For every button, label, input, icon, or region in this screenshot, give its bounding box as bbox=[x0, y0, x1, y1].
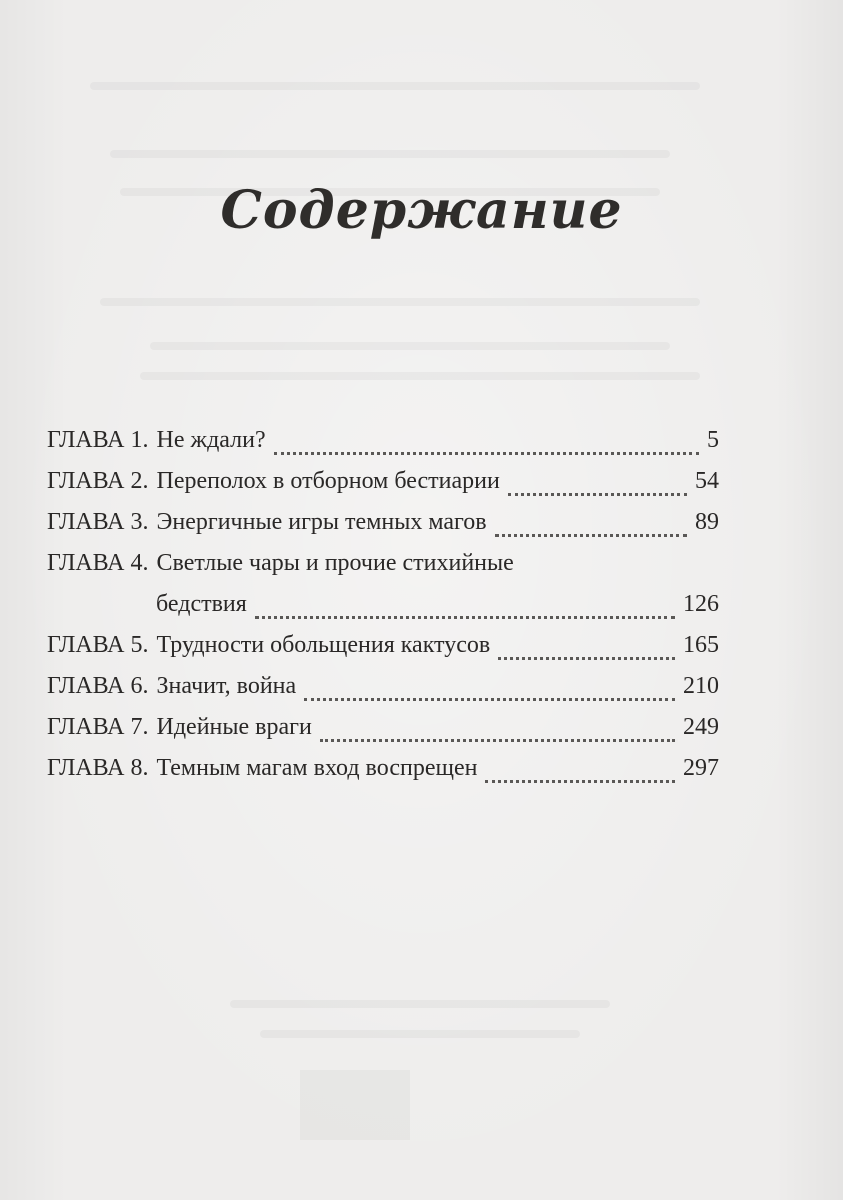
toc-chapter-number: ГЛАВА 4. bbox=[47, 550, 149, 576]
toc-page-number: 5 bbox=[707, 427, 719, 453]
toc-page-number: 297 bbox=[683, 755, 719, 781]
toc-chapter-number: ГЛАВА 2. bbox=[47, 468, 149, 494]
dot-leader bbox=[304, 698, 675, 701]
bleed-through-line bbox=[140, 372, 700, 380]
toc-chapter-number: ГЛАВА 8. bbox=[47, 755, 149, 781]
bleed-through-stamp bbox=[300, 1070, 410, 1140]
toc-entry bbox=[47, 502, 719, 543]
dot-leader bbox=[485, 780, 675, 783]
dot-leader bbox=[508, 493, 687, 496]
bleed-through-line bbox=[90, 82, 700, 90]
table-of-contents bbox=[47, 420, 719, 789]
toc-chapter-number: ГЛАВА 3. bbox=[47, 509, 149, 535]
toc-chapter-title: Трудности обольщения кактусов bbox=[156, 632, 491, 658]
dot-leader bbox=[255, 616, 675, 619]
toc-page-number: 126 bbox=[683, 591, 719, 617]
toc-page-number: 249 bbox=[683, 714, 719, 740]
toc-chapter-number: ГЛАВА 5. bbox=[47, 632, 149, 658]
toc-chapter-number: ГЛАВА 7. bbox=[47, 714, 149, 740]
toc-chapter-title: Переполох в отборном бестиарии bbox=[156, 468, 500, 494]
toc-page-number: 210 bbox=[683, 673, 719, 699]
toc-entry bbox=[47, 543, 719, 625]
toc-chapter-title: Не ждали? bbox=[156, 427, 266, 453]
bleed-through-line bbox=[230, 1000, 610, 1008]
toc-chapter-title: Значит, война bbox=[156, 673, 297, 699]
dot-leader bbox=[498, 657, 675, 660]
toc-entry bbox=[47, 625, 719, 666]
toc-page-number: 54 bbox=[695, 468, 719, 494]
bleed-through-line bbox=[150, 342, 670, 350]
toc-chapter-title: Идейные враги bbox=[156, 714, 312, 740]
bleed-through-line bbox=[260, 1030, 580, 1038]
bleed-through-line bbox=[100, 298, 700, 306]
toc-entry bbox=[47, 461, 719, 502]
toc-chapter-title: Темным магам вход воспрещен bbox=[156, 755, 478, 781]
dot-leader bbox=[274, 452, 699, 455]
toc-page-number: 89 bbox=[695, 509, 719, 535]
toc-page-number: 165 bbox=[683, 632, 719, 658]
toc-entry bbox=[47, 707, 719, 748]
bleed-through-line bbox=[110, 150, 670, 158]
dot-leader bbox=[320, 739, 675, 742]
toc-chapter-title: Энергичные игры темных магов bbox=[156, 509, 487, 535]
page-title: Содержание bbox=[220, 180, 623, 241]
toc-chapter-number: ГЛАВА 1. bbox=[47, 427, 149, 453]
toc-entry bbox=[47, 748, 719, 789]
toc-entry bbox=[47, 666, 719, 707]
toc-chapter-title-continued: бедствия bbox=[156, 591, 247, 617]
toc-chapter-title: Светлые чары и прочие стихийные bbox=[156, 550, 514, 576]
toc-chapter-number: ГЛАВА 6. bbox=[47, 673, 149, 699]
dot-leader bbox=[495, 534, 687, 537]
toc-entry bbox=[47, 420, 719, 461]
